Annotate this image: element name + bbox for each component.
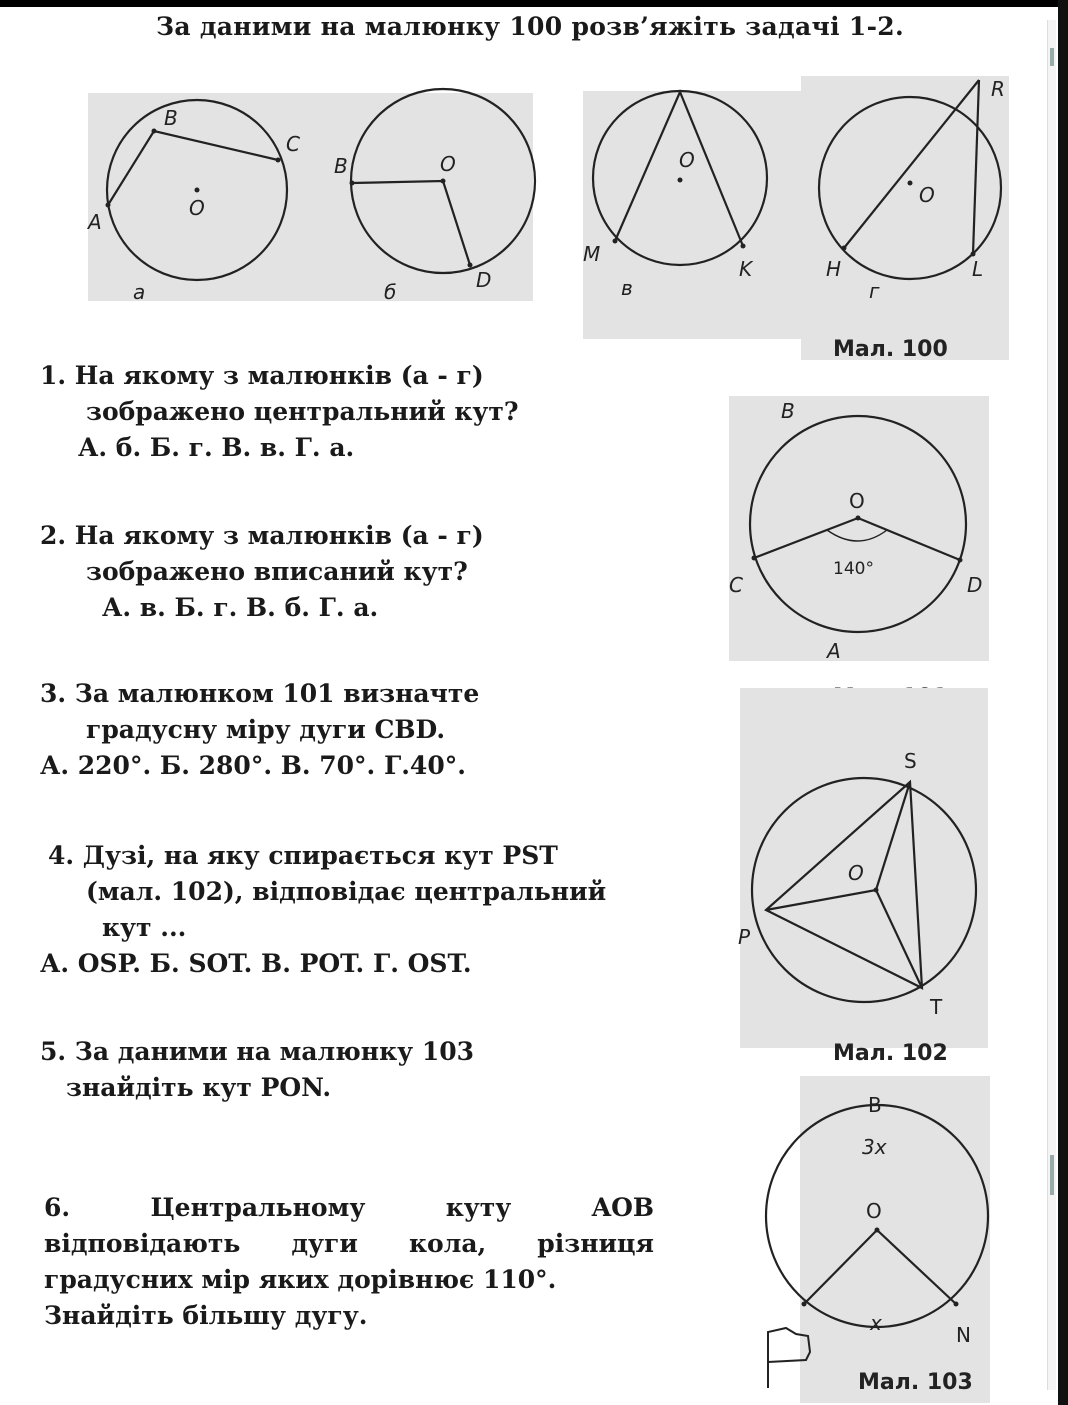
label-D: D — [476, 268, 492, 292]
figure-101 — [729, 396, 991, 664]
question-4-line-2: (мал. 102), відповідає центральний — [86, 877, 607, 906]
question-3-line-2: градусну міру дуги CBD. — [86, 715, 446, 744]
label-M: M — [583, 242, 601, 266]
scrollbar-edge — [1058, 0, 1068, 1405]
sub-label-b: б — [384, 280, 397, 304]
figure-103 — [760, 1088, 990, 1358]
caption-mal103: Мал. 103 — [858, 1370, 973, 1395]
question-2-line-2: зображено вписаний кут? — [86, 557, 468, 586]
question-3-answers: А. 220°. Б. 280°. В. 70°. Г.40°. — [40, 751, 466, 780]
scrollbar-mark — [1050, 48, 1054, 66]
label-O: O — [866, 1199, 882, 1223]
arc-bottom-label: x — [870, 1311, 882, 1335]
label-H: H — [826, 257, 842, 281]
label-B: B — [781, 399, 795, 423]
question-2 — [40, 518, 484, 626]
top-bar — [0, 0, 1068, 7]
label-C: C — [729, 573, 743, 597]
question-5 — [40, 1034, 474, 1106]
label-N: N — [956, 1323, 971, 1347]
label-O: O — [440, 152, 456, 176]
pen-cursor-icon — [762, 1326, 814, 1390]
label-P: P — [738, 925, 751, 949]
figure-100-a — [88, 93, 308, 303]
question-6 — [44, 1190, 654, 1334]
label-R: R — [991, 77, 1005, 101]
figure-100-b — [334, 93, 540, 304]
label-B: B — [868, 1093, 882, 1117]
angle-140: 140° — [833, 559, 874, 579]
question-1 — [40, 358, 519, 466]
question-2-line-1: 2. На якому з малюнків (а - г) — [40, 521, 484, 550]
question-2-answers: А. в. Б. г. В. б. Г. а. — [102, 593, 379, 622]
figure-100-g — [801, 76, 1011, 366]
question-4 — [40, 838, 606, 982]
figure-102 — [740, 740, 990, 1040]
question-6-line-3: градусних мір яких дорівнює 110°. — [44, 1265, 557, 1294]
caption-mal102: Мал. 102 — [833, 1041, 948, 1066]
label-O: O — [189, 196, 205, 220]
label-O: O — [679, 148, 695, 172]
label-O: O — [848, 861, 864, 885]
label-L: L — [972, 257, 984, 281]
question-3-line-1: 3. За малюнком 101 визначте — [40, 679, 480, 708]
sub-label-a: а — [133, 280, 146, 304]
label-D: D — [967, 573, 983, 597]
caption-mal100: Мал. 100 — [833, 337, 948, 362]
scrollbar-mark — [1050, 1155, 1054, 1195]
question-4-line-1: 4. Дузі, на яку спирається кут PST — [48, 841, 558, 870]
page-header: За даними на малюнку 100 розв’яжіть задачі 1-2. — [156, 12, 904, 41]
sub-label-v: в — [621, 276, 633, 300]
label-O: O — [849, 489, 865, 513]
question-1-line-2: зображено центральний кут? — [86, 397, 519, 426]
sub-label-g: г — [869, 279, 880, 303]
label-A: A — [827, 639, 841, 663]
question-4-line-3: кут ... — [102, 913, 187, 942]
question-1-answers: А. б. Б. г. В. в. Г. а. — [78, 433, 355, 462]
figure-100-v — [583, 91, 803, 341]
question-6-line-2: відповідають дуги кола, різниця — [44, 1229, 654, 1258]
label-S: S — [904, 749, 917, 773]
label-K: K — [739, 257, 753, 281]
question-3 — [40, 676, 479, 784]
arc-top-label: 3x — [862, 1135, 887, 1159]
question-4-answers: А. OSP. Б. SOT. В. POT. Г. OST. — [40, 949, 472, 978]
question-5-line-2: знайдіть кут PON. — [66, 1073, 332, 1102]
label-O: O — [919, 183, 935, 207]
label-C: C — [286, 132, 300, 156]
label-T: T — [930, 995, 943, 1019]
question-6-line-1: 6. Центральному куту AOB — [44, 1193, 654, 1222]
question-5-line-1: 5. За даними на малюнку 103 — [40, 1037, 475, 1066]
label-B: B — [334, 154, 348, 178]
question-1-line-1: 1. На якому з малюнків (а - г) — [40, 361, 484, 390]
label-B: B — [164, 106, 178, 130]
label-A: A — [88, 210, 102, 234]
question-6-line-4: Знайдіть більшу дугу. — [44, 1301, 368, 1330]
